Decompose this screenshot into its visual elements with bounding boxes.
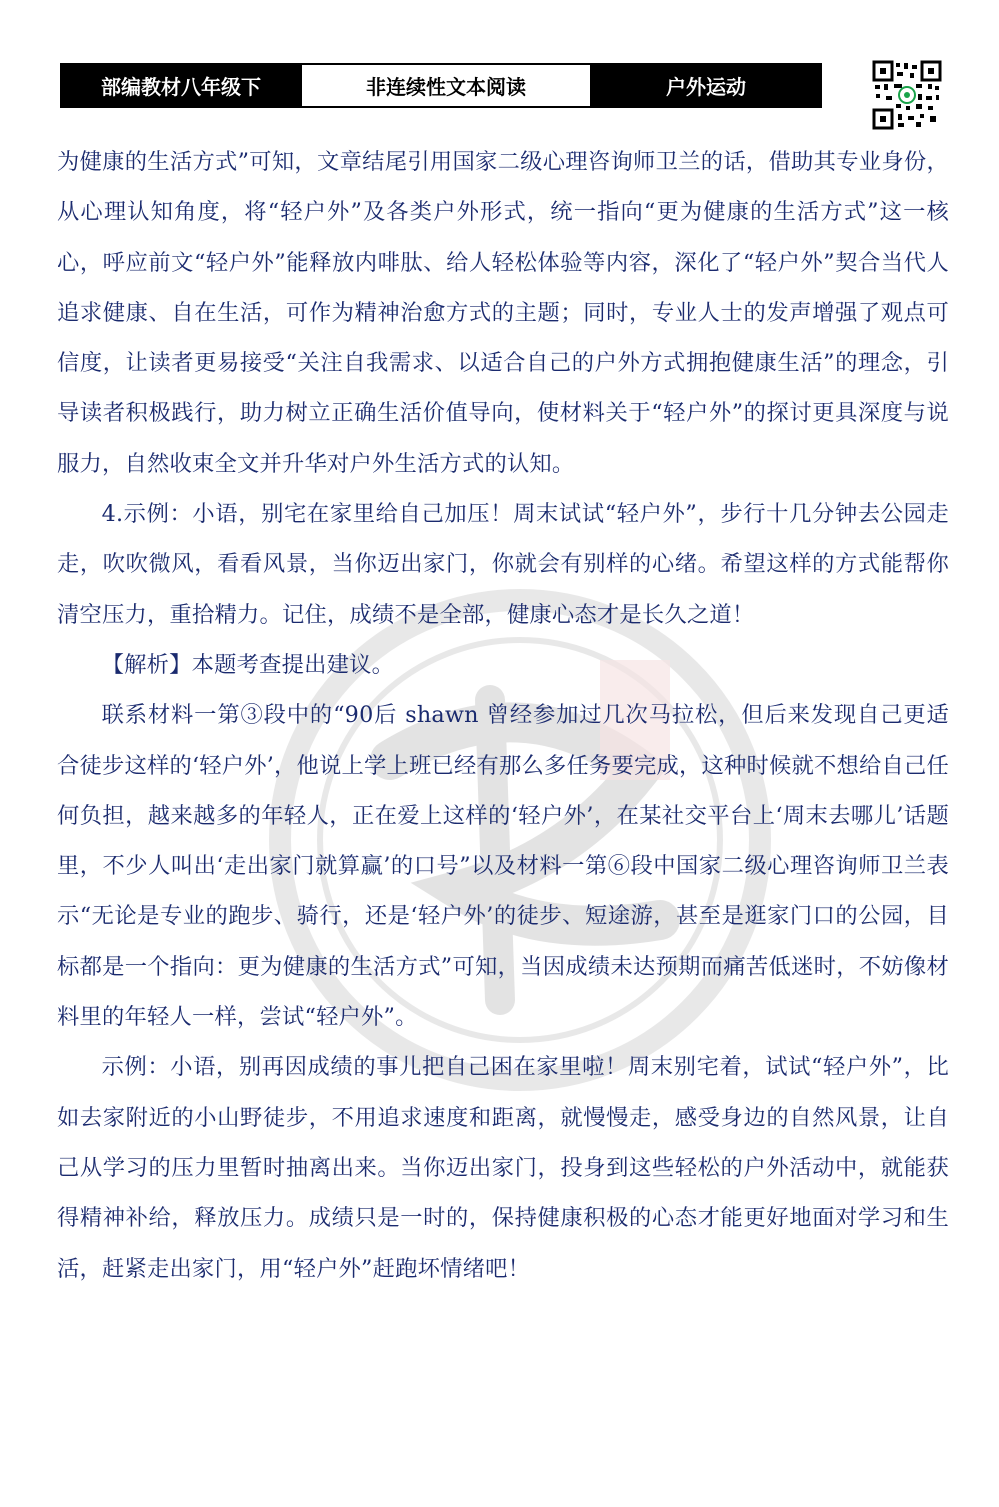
- example-answer: 示例：小语，别再因成绩的事儿把自己困在家里啦！周末别宅着，试试“轻户外”，比如去家附近的小山野徒步，不用追求速度和距离，就慢慢走，感受身边的自然风景，让自己从学习的压力里暂时抽离出来。当你迈出家门，投身到这些轻松的户外活动中，就能获得精神补给，释放压力。成绩只是一时的，保持健康积极的心态才能更好地面对学习和生活，赶紧走出家门，用“轻户外”赶跑坏情绪吧！: [57, 1054, 949, 1282]
- header-bar: [60, 63, 822, 108]
- header-topic: 非连续性文本阅读: [300, 65, 592, 106]
- paragraph-1: 为健康的生活方式”可知，文章结尾引用国家二级心理咨询师卫兰的话，借助其专业身份，从心理认知角度，将“轻户外”及各类户外形式，统一指向“更为健康的生活方式”这一核心，呼应前文“轻户外”能释放内啡肽、给人轻松体验等内容，深化了“轻户外”契合当代人追求健康、自在生活，可作为精神治愈方式的主题；同时，专业人士的发声增强了观点可信度，让读者更易接受“关注自我需求、以适合自己的户外方式拥抱健康生活”的理念，引导读者积极践行，助力树立正确生活价值导向，使材料关于“轻户外”的探讨更具深度与说服力，自然收束全文并升华对户外生活方式的认知。: [57, 149, 949, 477]
- header-unit: 户外运动: [592, 65, 820, 106]
- analysis-line: [57, 640, 949, 690]
- answer-content: [57, 137, 949, 1294]
- analysis-text: 本题考查提出建议。: [191, 651, 395, 678]
- qr-code-icon: [872, 60, 942, 130]
- analysis-label: 【解析】: [101, 651, 192, 678]
- answer-4-example: 4.示例：小语，别宅在家里给自己加压！周末试试“轻户外”，步行十几分钟去公园走走，吹吹微风，看看风景，当你迈出家门，你就会有别样的心绪。希望这样的方式能帮你清空压力，重拾精力。记住，成绩不是全部，健康心态才是长久之道！: [57, 501, 949, 628]
- analysis-body: 联系材料一第③段中的“90后 shawn 曾经参加过几次马拉松，但后来发现自己更适合徒步这样的‘轻户外’，他说上学上班已经有那么多任务要完成，这种时候就不想给自己任何负担，越来越多的年轻人，正在爱上这样的‘轻户外’，在某社交平台上‘周末去哪儿’话题里，不少人叫出‘走出家门就算赢’的口号”以及材料一第⑥段中国家二级心理咨询师卫兰表示“无论是专业的跑步、骑行，还是‘轻户外’的徒步、短途游，甚至是逛家门口的公园，目标都是一个指向：更为健康的生活方式”可知，当因成绩未达预期而痛苦低迷时，不妨像材料里的年轻人一样，尝试“轻户外”。: [57, 702, 949, 1031]
- header-grade: 部编教材八年级下: [62, 65, 300, 106]
